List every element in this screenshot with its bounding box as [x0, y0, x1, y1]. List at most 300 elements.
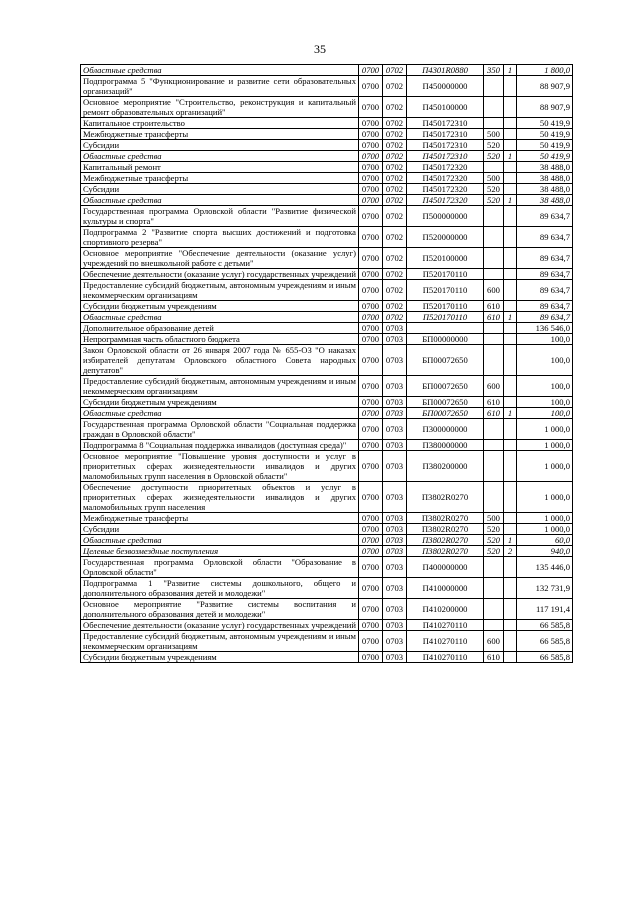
row-section-cell: 0700	[359, 269, 383, 280]
row-source-cell	[504, 97, 517, 118]
row-subsection-cell: 0703	[383, 535, 407, 546]
row-target-article-cell: П450172310	[407, 140, 484, 151]
row-target-article-cell: П410200000	[407, 599, 484, 620]
table-row	[81, 184, 573, 195]
row-amount-cell: 89 634,7	[517, 248, 573, 269]
row-subsection-cell: 0702	[383, 129, 407, 140]
row-source-cell	[504, 76, 517, 97]
row-target-article-cell: П410270110	[407, 620, 484, 631]
row-source-cell	[504, 482, 517, 513]
row-name-cell: Подпрограмма 2 "Развитие спорта высших достижений и подготовка спортивного резерва"	[81, 227, 359, 248]
row-expense-type-cell	[484, 269, 504, 280]
row-expense-type-cell	[484, 206, 504, 227]
row-section-cell: 0700	[359, 578, 383, 599]
row-subsection-cell: 0703	[383, 620, 407, 631]
row-section-cell: 0700	[359, 334, 383, 345]
row-name-cell: Закон Орловской области от 26 января 2007 года № 655-ОЗ "О наказах избирателей депутатам Орловского областного Совета народных депутатов"	[81, 345, 359, 376]
row-section-cell: 0700	[359, 397, 383, 408]
row-source-cell	[504, 173, 517, 184]
table-row	[81, 323, 573, 334]
row-amount-cell: 38 488,0	[517, 162, 573, 173]
row-source-cell	[504, 248, 517, 269]
row-amount-cell: 89 634,7	[517, 301, 573, 312]
row-amount-cell: 1 000,0	[517, 451, 573, 482]
row-subsection-cell: 0703	[383, 482, 407, 513]
row-section-cell: 0700	[359, 118, 383, 129]
table-row	[81, 195, 573, 206]
row-expense-type-cell: 520	[484, 535, 504, 546]
table-row	[81, 97, 573, 118]
row-source-cell	[504, 269, 517, 280]
row-target-article-cell: П520170110	[407, 280, 484, 301]
row-name-cell: Межбюджетные трансферты	[81, 173, 359, 184]
row-section-cell: 0700	[359, 97, 383, 118]
row-target-article-cell: П400000000	[407, 557, 484, 578]
row-source-cell	[504, 334, 517, 345]
row-amount-cell: 88 907,9	[517, 76, 573, 97]
row-expense-type-cell: 600	[484, 376, 504, 397]
row-expense-type-cell	[484, 599, 504, 620]
row-expense-type-cell	[484, 334, 504, 345]
row-source-cell: 1	[504, 151, 517, 162]
table-row	[81, 312, 573, 323]
row-target-article-cell: БП00072650	[407, 376, 484, 397]
row-name-cell: Основное мероприятие "Развитие системы воспитания и дополнительного образования детей и молодежи"	[81, 599, 359, 620]
table-row	[81, 397, 573, 408]
table-row	[81, 269, 573, 280]
row-expense-type-cell	[484, 118, 504, 129]
row-target-article-cell: П520100000	[407, 248, 484, 269]
row-source-cell	[504, 184, 517, 195]
row-section-cell: 0700	[359, 151, 383, 162]
row-amount-cell: 89 634,7	[517, 227, 573, 248]
row-subsection-cell: 0702	[383, 248, 407, 269]
row-expense-type-cell: 610	[484, 397, 504, 408]
row-expense-type-cell	[484, 162, 504, 173]
row-name-cell: Государственная программа Орловской области "Развитие физической культуры и спорта"	[81, 206, 359, 227]
row-name-cell: Субсидии бюджетным учреждениям	[81, 301, 359, 312]
row-section-cell: 0700	[359, 129, 383, 140]
row-name-cell: Обеспечение доступности приоритетных объектов и услуг в приоритетных сферах жизнедеятельности инвалидов и других маломобильных групп населения	[81, 482, 359, 513]
row-expense-type-cell: 520	[484, 184, 504, 195]
row-section-cell: 0700	[359, 312, 383, 323]
row-source-cell: 1	[504, 312, 517, 323]
row-amount-cell: 50 419,9	[517, 129, 573, 140]
row-amount-cell: 89 634,7	[517, 269, 573, 280]
row-target-article-cell: П520170110	[407, 301, 484, 312]
row-name-cell: Непрограммная часть областного бюджета	[81, 334, 359, 345]
table-row	[81, 376, 573, 397]
row-source-cell	[504, 557, 517, 578]
row-name-cell: Государственная программа Орловской области "Социальная поддержка граждан в Орловской области"	[81, 419, 359, 440]
row-target-article-cell: П3802R0270	[407, 535, 484, 546]
row-name-cell: Областные средства	[81, 151, 359, 162]
row-source-cell	[504, 323, 517, 334]
row-subsection-cell: 0703	[383, 631, 407, 652]
row-name-cell: Областные средства	[81, 65, 359, 76]
row-target-article-cell: П450172310	[407, 129, 484, 140]
row-subsection-cell: 0702	[383, 184, 407, 195]
row-target-article-cell	[407, 323, 484, 334]
row-amount-cell: 100,0	[517, 334, 573, 345]
row-expense-type-cell	[484, 227, 504, 248]
row-source-cell: 1	[504, 65, 517, 76]
row-target-article-cell: П450172310	[407, 151, 484, 162]
table-row	[81, 301, 573, 312]
row-subsection-cell: 0702	[383, 227, 407, 248]
row-subsection-cell: 0703	[383, 557, 407, 578]
row-name-cell: Субсидии бюджетным учреждениям	[81, 397, 359, 408]
row-source-cell	[504, 140, 517, 151]
row-section-cell: 0700	[359, 513, 383, 524]
row-name-cell: Подпрограмма 5 "Функционирование и развитие сети образовательных организаций"	[81, 76, 359, 97]
row-name-cell: Основное мероприятие "Обеспечение деятельности (оказание услуг) учреждений по внешкольной работе с детьми"	[81, 248, 359, 269]
table-row	[81, 652, 573, 663]
row-subsection-cell: 0702	[383, 195, 407, 206]
row-subsection-cell: 0703	[383, 440, 407, 451]
row-source-cell	[504, 599, 517, 620]
row-source-cell: 1	[504, 408, 517, 419]
row-name-cell: Областные средства	[81, 195, 359, 206]
row-expense-type-cell: 610	[484, 312, 504, 323]
row-subsection-cell: 0703	[383, 419, 407, 440]
row-target-article-cell: П450100000	[407, 97, 484, 118]
row-source-cell	[504, 578, 517, 599]
table-row	[81, 451, 573, 482]
row-section-cell: 0700	[359, 301, 383, 312]
row-subsection-cell: 0702	[383, 162, 407, 173]
row-target-article-cell: П4301R0880	[407, 65, 484, 76]
row-target-article-cell: П410270110	[407, 652, 484, 663]
row-subsection-cell: 0703	[383, 451, 407, 482]
row-source-cell	[504, 419, 517, 440]
row-source-cell	[504, 631, 517, 652]
row-name-cell: Областные средства	[81, 408, 359, 419]
row-source-cell	[504, 118, 517, 129]
row-source-cell	[504, 162, 517, 173]
row-target-article-cell: П520170110	[407, 269, 484, 280]
row-name-cell: Обеспечение деятельности (оказание услуг) государственных учреждений	[81, 269, 359, 280]
row-expense-type-cell: 600	[484, 631, 504, 652]
row-section-cell: 0700	[359, 546, 383, 557]
row-section-cell: 0700	[359, 599, 383, 620]
row-expense-type-cell	[484, 97, 504, 118]
row-expense-type-cell	[484, 440, 504, 451]
row-target-article-cell: БП00072650	[407, 397, 484, 408]
row-target-article-cell: П380000000	[407, 440, 484, 451]
row-name-cell: Предоставление субсидий бюджетным, автономным учреждениям и иным некоммерческим организациям	[81, 376, 359, 397]
row-amount-cell: 100,0	[517, 345, 573, 376]
table-row	[81, 140, 573, 151]
row-subsection-cell: 0702	[383, 65, 407, 76]
row-target-article-cell: П380200000	[407, 451, 484, 482]
row-expense-type-cell: 520	[484, 524, 504, 535]
row-amount-cell: 38 488,0	[517, 195, 573, 206]
table-row	[81, 557, 573, 578]
row-target-article-cell: П450172320	[407, 184, 484, 195]
row-amount-cell: 117 191,4	[517, 599, 573, 620]
table-row	[81, 419, 573, 440]
table-row	[81, 535, 573, 546]
row-amount-cell: 60,0	[517, 535, 573, 546]
row-target-article-cell: П450172320	[407, 195, 484, 206]
row-subsection-cell: 0703	[383, 513, 407, 524]
row-section-cell: 0700	[359, 65, 383, 76]
row-expense-type-cell	[484, 76, 504, 97]
row-section-cell: 0700	[359, 557, 383, 578]
row-amount-cell: 66 585,8	[517, 652, 573, 663]
row-amount-cell: 38 488,0	[517, 184, 573, 195]
row-expense-type-cell	[484, 323, 504, 334]
row-source-cell	[504, 440, 517, 451]
row-expense-type-cell	[484, 482, 504, 513]
row-amount-cell: 1 000,0	[517, 440, 573, 451]
row-source-cell: 1	[504, 195, 517, 206]
row-name-cell: Субсидии	[81, 524, 359, 535]
row-amount-cell: 1 000,0	[517, 513, 573, 524]
page-number: 35	[314, 42, 326, 56]
table-row	[81, 118, 573, 129]
budget-table-body	[81, 65, 573, 663]
row-amount-cell: 66 585,8	[517, 620, 573, 631]
row-subsection-cell: 0702	[383, 118, 407, 129]
row-expense-type-cell: 500	[484, 513, 504, 524]
row-subsection-cell: 0702	[383, 269, 407, 280]
row-subsection-cell: 0703	[383, 376, 407, 397]
table-row	[81, 227, 573, 248]
row-subsection-cell: 0702	[383, 312, 407, 323]
row-section-cell: 0700	[359, 184, 383, 195]
row-source-cell	[504, 513, 517, 524]
row-expense-type-cell	[484, 578, 504, 599]
row-source-cell	[504, 524, 517, 535]
row-section-cell: 0700	[359, 440, 383, 451]
row-subsection-cell: 0703	[383, 408, 407, 419]
table-row	[81, 513, 573, 524]
row-source-cell	[504, 376, 517, 397]
row-section-cell: 0700	[359, 248, 383, 269]
row-section-cell: 0700	[359, 173, 383, 184]
row-name-cell: Подпрограмма 1 "Развитие системы дошкольного, общего и дополнительного образования детей и молодежи"	[81, 578, 359, 599]
row-amount-cell: 50 419,9	[517, 140, 573, 151]
row-section-cell: 0700	[359, 524, 383, 535]
row-target-article-cell: П520170110	[407, 312, 484, 323]
table-row	[81, 248, 573, 269]
row-subsection-cell: 0703	[383, 652, 407, 663]
row-subsection-cell: 0702	[383, 280, 407, 301]
row-target-article-cell: П410000000	[407, 578, 484, 599]
row-expense-type-cell	[484, 419, 504, 440]
row-name-cell: Областные средства	[81, 535, 359, 546]
row-expense-type-cell: 610	[484, 301, 504, 312]
row-target-article-cell: БП00072650	[407, 345, 484, 376]
row-amount-cell: 38 488,0	[517, 173, 573, 184]
row-expense-type-cell	[484, 557, 504, 578]
row-expense-type-cell: 500	[484, 173, 504, 184]
table-row	[81, 620, 573, 631]
row-target-article-cell: П3802R0270	[407, 546, 484, 557]
row-name-cell: Целевые безвозмездные поступления	[81, 546, 359, 557]
row-amount-cell: 89 634,7	[517, 280, 573, 301]
row-subsection-cell: 0702	[383, 173, 407, 184]
table-row	[81, 162, 573, 173]
row-subsection-cell: 0703	[383, 334, 407, 345]
row-amount-cell: 135 446,0	[517, 557, 573, 578]
row-subsection-cell: 0703	[383, 599, 407, 620]
row-target-article-cell: БП00000000	[407, 334, 484, 345]
row-expense-type-cell: 610	[484, 408, 504, 419]
row-source-cell	[504, 280, 517, 301]
row-section-cell: 0700	[359, 323, 383, 334]
table-row	[81, 151, 573, 162]
row-section-cell: 0700	[359, 76, 383, 97]
row-name-cell: Предоставление субсидий бюджетным, автономным учреждениям и иным некоммерческим организациям	[81, 280, 359, 301]
row-amount-cell: 66 585,8	[517, 631, 573, 652]
row-source-cell: 2	[504, 546, 517, 557]
row-amount-cell: 100,0	[517, 408, 573, 419]
row-section-cell: 0700	[359, 280, 383, 301]
table-row	[81, 206, 573, 227]
row-expense-type-cell: 520	[484, 151, 504, 162]
row-amount-cell: 1 000,0	[517, 419, 573, 440]
row-target-article-cell: П3802R0270	[407, 482, 484, 513]
row-name-cell: Межбюджетные трансферты	[81, 513, 359, 524]
row-subsection-cell: 0702	[383, 140, 407, 151]
row-amount-cell: 50 419,9	[517, 151, 573, 162]
row-name-cell: Предоставление субсидий бюджетным, автономным учреждениям и иным некоммерческим организациям	[81, 631, 359, 652]
row-target-article-cell: БП00072650	[407, 408, 484, 419]
row-subsection-cell: 0703	[383, 524, 407, 535]
table-row	[81, 524, 573, 535]
row-target-article-cell: П450172310	[407, 118, 484, 129]
row-expense-type-cell: 610	[484, 652, 504, 663]
row-source-cell	[504, 301, 517, 312]
row-amount-cell: 100,0	[517, 397, 573, 408]
row-expense-type-cell	[484, 451, 504, 482]
row-source-cell	[504, 206, 517, 227]
table-row	[81, 578, 573, 599]
row-name-cell: Основное мероприятие "Строительство, реконструкция и капитальный ремонт образовательных организаций"	[81, 97, 359, 118]
table-row	[81, 482, 573, 513]
row-name-cell: Подпрограмма 8 "Социальная поддержка инвалидов (доступная среда)"	[81, 440, 359, 451]
row-section-cell: 0700	[359, 140, 383, 151]
row-subsection-cell: 0703	[383, 397, 407, 408]
table-row	[81, 345, 573, 376]
row-subsection-cell: 0702	[383, 206, 407, 227]
row-amount-cell: 1 000,0	[517, 482, 573, 513]
row-target-article-cell: П410270110	[407, 631, 484, 652]
row-target-article-cell: П3802R0270	[407, 524, 484, 535]
row-section-cell: 0700	[359, 162, 383, 173]
row-amount-cell: 89 634,7	[517, 206, 573, 227]
row-name-cell: Областные средства	[81, 312, 359, 323]
row-amount-cell: 50 419,9	[517, 118, 573, 129]
table-row	[81, 440, 573, 451]
row-section-cell: 0700	[359, 631, 383, 652]
row-section-cell: 0700	[359, 408, 383, 419]
row-expense-type-cell: 600	[484, 280, 504, 301]
row-section-cell: 0700	[359, 652, 383, 663]
row-expense-type-cell: 520	[484, 546, 504, 557]
row-expense-type-cell	[484, 248, 504, 269]
row-expense-type-cell: 520	[484, 140, 504, 151]
row-amount-cell: 89 634,7	[517, 312, 573, 323]
row-section-cell: 0700	[359, 419, 383, 440]
row-amount-cell: 136 546,0	[517, 323, 573, 334]
row-amount-cell: 940,0	[517, 546, 573, 557]
row-subsection-cell: 0703	[383, 578, 407, 599]
row-name-cell: Капитальное строительство	[81, 118, 359, 129]
row-amount-cell: 132 731,9	[517, 578, 573, 599]
row-target-article-cell: П300000000	[407, 419, 484, 440]
row-section-cell: 0700	[359, 482, 383, 513]
row-subsection-cell: 0703	[383, 345, 407, 376]
row-subsection-cell: 0702	[383, 151, 407, 162]
row-section-cell: 0700	[359, 206, 383, 227]
row-expense-type-cell	[484, 345, 504, 376]
row-source-cell	[504, 620, 517, 631]
row-target-article-cell: П450000000	[407, 76, 484, 97]
row-name-cell: Капитальный ремонт	[81, 162, 359, 173]
row-subsection-cell: 0702	[383, 76, 407, 97]
row-expense-type-cell: 520	[484, 195, 504, 206]
row-expense-type-cell: 350	[484, 65, 504, 76]
table-row	[81, 599, 573, 620]
row-target-article-cell: П450172320	[407, 173, 484, 184]
row-target-article-cell: П500000000	[407, 206, 484, 227]
row-amount-cell: 100,0	[517, 376, 573, 397]
row-subsection-cell: 0702	[383, 97, 407, 118]
row-source-cell	[504, 451, 517, 482]
row-subsection-cell: 0703	[383, 546, 407, 557]
table-row	[81, 546, 573, 557]
row-expense-type-cell: 500	[484, 129, 504, 140]
table-row	[81, 76, 573, 97]
row-name-cell: Обеспечение деятельности (оказание услуг) государственных учреждений	[81, 620, 359, 631]
table-row	[81, 65, 573, 76]
row-source-cell	[504, 129, 517, 140]
row-name-cell: Межбюджетные трансферты	[81, 129, 359, 140]
table-row	[81, 173, 573, 184]
row-target-article-cell: П520000000	[407, 227, 484, 248]
table-row	[81, 631, 573, 652]
row-section-cell: 0700	[359, 195, 383, 206]
row-subsection-cell: 0703	[383, 323, 407, 334]
row-target-article-cell: П3802R0270	[407, 513, 484, 524]
row-section-cell: 0700	[359, 227, 383, 248]
row-name-cell: Субсидии бюджетным учреждениям	[81, 652, 359, 663]
row-section-cell: 0700	[359, 535, 383, 546]
row-section-cell: 0700	[359, 451, 383, 482]
row-amount-cell: 1 000,0	[517, 524, 573, 535]
row-amount-cell: 88 907,9	[517, 97, 573, 118]
table-row	[81, 408, 573, 419]
budget-table	[80, 64, 573, 663]
row-source-cell	[504, 227, 517, 248]
row-name-cell: Дополнительное образование детей	[81, 323, 359, 334]
row-source-cell	[504, 652, 517, 663]
row-target-article-cell: П450172320	[407, 162, 484, 173]
row-source-cell	[504, 345, 517, 376]
row-name-cell: Государственная программа Орловской области "Образование в Орловской области"	[81, 557, 359, 578]
row-section-cell: 0700	[359, 345, 383, 376]
row-section-cell: 0700	[359, 620, 383, 631]
row-name-cell: Субсидии	[81, 140, 359, 151]
row-subsection-cell: 0702	[383, 301, 407, 312]
table-row	[81, 280, 573, 301]
row-source-cell	[504, 397, 517, 408]
row-expense-type-cell	[484, 620, 504, 631]
